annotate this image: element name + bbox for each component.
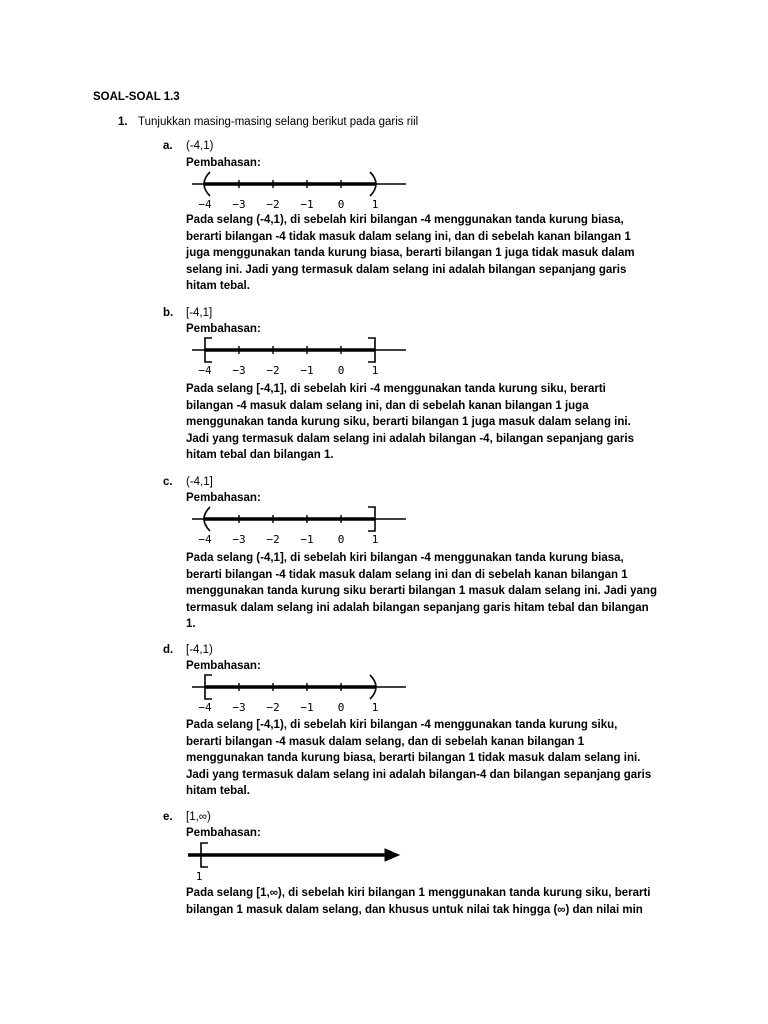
number-line-e — [180, 841, 420, 885]
explanation-line: menggunakan tanda kurung siku berarti bilangan 1 masuk dalam selang ini. Jadi yang — [186, 585, 657, 598]
explanation-line: menggunakan tanda kurung biasa, berarti bilangan 1 tidak masuk dalam selang ini. — [186, 752, 641, 765]
explanation-line: selang ini. Jadi yang termasuk dalam selang ini adalah bilangan sepanjang garis — [186, 263, 627, 276]
pembahasan-label-d: Pembahasan: — [186, 660, 261, 672]
tick-label: −1 — [300, 198, 314, 211]
tick-label: 1 — [371, 364, 379, 377]
explanation-line: bilangan 1 masuk dalam selang, dan khusus untuk nilai tak hingga (∞) dan nilai min — [186, 903, 643, 916]
number-line-d — [180, 673, 420, 717]
tick-label: 0 — [337, 198, 345, 211]
item-letter-a: a. — [163, 140, 173, 152]
tick-label: −2 — [266, 364, 280, 377]
explanation-e — [186, 885, 676, 918]
explanation-line: berarti bilangan -4 masuk dalam selang, dan di sebelah kanan bilangan 1 — [186, 735, 585, 748]
tick-label: −1 — [300, 701, 314, 714]
tick-label: 0 — [337, 701, 345, 714]
number-line-c — [180, 505, 420, 549]
pembahasan-label-c: Pembahasan: — [186, 492, 261, 504]
explanation-line: hitam tebal dan bilangan 1. — [186, 449, 334, 462]
tick-label: −4 — [198, 533, 212, 546]
tick-label: −1 — [300, 533, 314, 546]
tick-label: −3 — [232, 198, 246, 211]
pembahasan-label-e: Pembahasan: — [186, 827, 261, 839]
explanation-line: juga menggunakan tanda kurung biasa, berarti bilangan 1 juga tidak masuk dalam — [186, 247, 635, 260]
tick-label: −4 — [198, 701, 212, 714]
number-line-b — [180, 336, 420, 380]
explanation-line: Pada selang [-4,1], di sebelah kiri -4 menggunakan tanda kurung siku, berarti — [186, 383, 606, 395]
pembahasan-label-a: Pembahasan: — [186, 157, 261, 169]
tick-label: −3 — [232, 364, 246, 377]
tick-label: −2 — [266, 198, 280, 211]
question-number: 1. — [118, 116, 128, 128]
item-letter-b: b. — [163, 307, 174, 319]
explanation-line: hitam tebal. — [186, 785, 250, 798]
explanation-line: termasuk dalam selang ini adalah bilangan sepanjang garis hitam tebal dan bilangan — [186, 601, 649, 614]
item-letter-d: d. — [163, 644, 174, 656]
tick-label: 1 — [371, 198, 379, 211]
document-title: SOAL-SOAL 1.3 — [93, 91, 180, 103]
tick-label: −3 — [232, 701, 246, 714]
explanation-d — [186, 717, 676, 800]
tick-label: −4 — [198, 364, 212, 377]
interval-e: [1,∞) — [186, 811, 211, 823]
explanation-a — [186, 212, 676, 295]
explanation-line: menggunakan tanda kurung siku, berarti bilangan 1 juga masuk dalam selang ini. — [186, 416, 631, 429]
tick-label: 1 — [371, 701, 379, 714]
interval-c: (-4,1] — [186, 476, 213, 488]
explanation-line: berarti bilangan -4 tidak masuk dalam selang ini dan di sebelah kanan bilangan 1 — [186, 568, 628, 581]
item-letter-e: e. — [163, 811, 173, 823]
number-line-a — [180, 170, 420, 214]
explanation-line: Jadi yang termasuk dalam selang ini adalah bilangan-4 dan bilangan sepanjang garis — [186, 768, 652, 781]
explanation-line: 1. — [186, 618, 196, 631]
tick-label: −4 — [198, 198, 212, 211]
explanation-line: Pada selang (-4,1), di sebelah kiri bilangan -4 menggunakan tanda kurung biasa, — [186, 214, 624, 226]
tick-label: −2 — [266, 701, 280, 714]
tick-label: −2 — [266, 533, 280, 546]
tick-label: 0 — [337, 533, 345, 546]
explanation-line: berarti bilangan -4 tidak masuk dalam selang ini, dan di sebelah kanan bilangan 1 — [186, 230, 631, 243]
explanation-line: Pada selang [-4,1), di sebelah kiri bilangan -4 menggunakan tanda kurung siku, — [186, 719, 618, 731]
explanation-b — [186, 381, 676, 464]
explanation-line: hitam tebal. — [186, 280, 250, 293]
explanation-line: Pada selang [1,∞), di sebelah kiri bilangan 1 menggunakan tanda kurung siku, berarti — [186, 887, 651, 899]
explanation-line: bilangan -4 masuk dalam selang ini, dan di sebelah kanan bilangan 1 juga — [186, 399, 589, 412]
interval-b: [-4,1] — [186, 307, 213, 319]
tick-label: 0 — [337, 364, 345, 377]
interval-a: (-4,1) — [186, 140, 214, 152]
item-letter-c: c. — [163, 476, 173, 488]
explanation-line: Pada selang (-4,1], di sebelah kiri bilangan -4 menggunakan tanda kurung biasa, — [186, 552, 624, 564]
pembahasan-label-b: Pembahasan: — [186, 323, 261, 335]
tick-label: 1 — [371, 533, 379, 546]
explanation-c — [186, 550, 676, 633]
arrow-head-icon — [385, 849, 399, 861]
interval-d: [-4,1) — [186, 644, 213, 656]
tick-label: −1 — [300, 364, 314, 377]
tick-label: −3 — [232, 533, 246, 546]
question-text: Tunjukkan masing-masing selang berikut pada garis riil — [138, 116, 419, 128]
explanation-line: Jadi yang termasuk dalam selang ini adalah bilangan -4, bilangan sepanjang garis — [186, 432, 634, 445]
tick-label: 1 — [195, 870, 203, 883]
